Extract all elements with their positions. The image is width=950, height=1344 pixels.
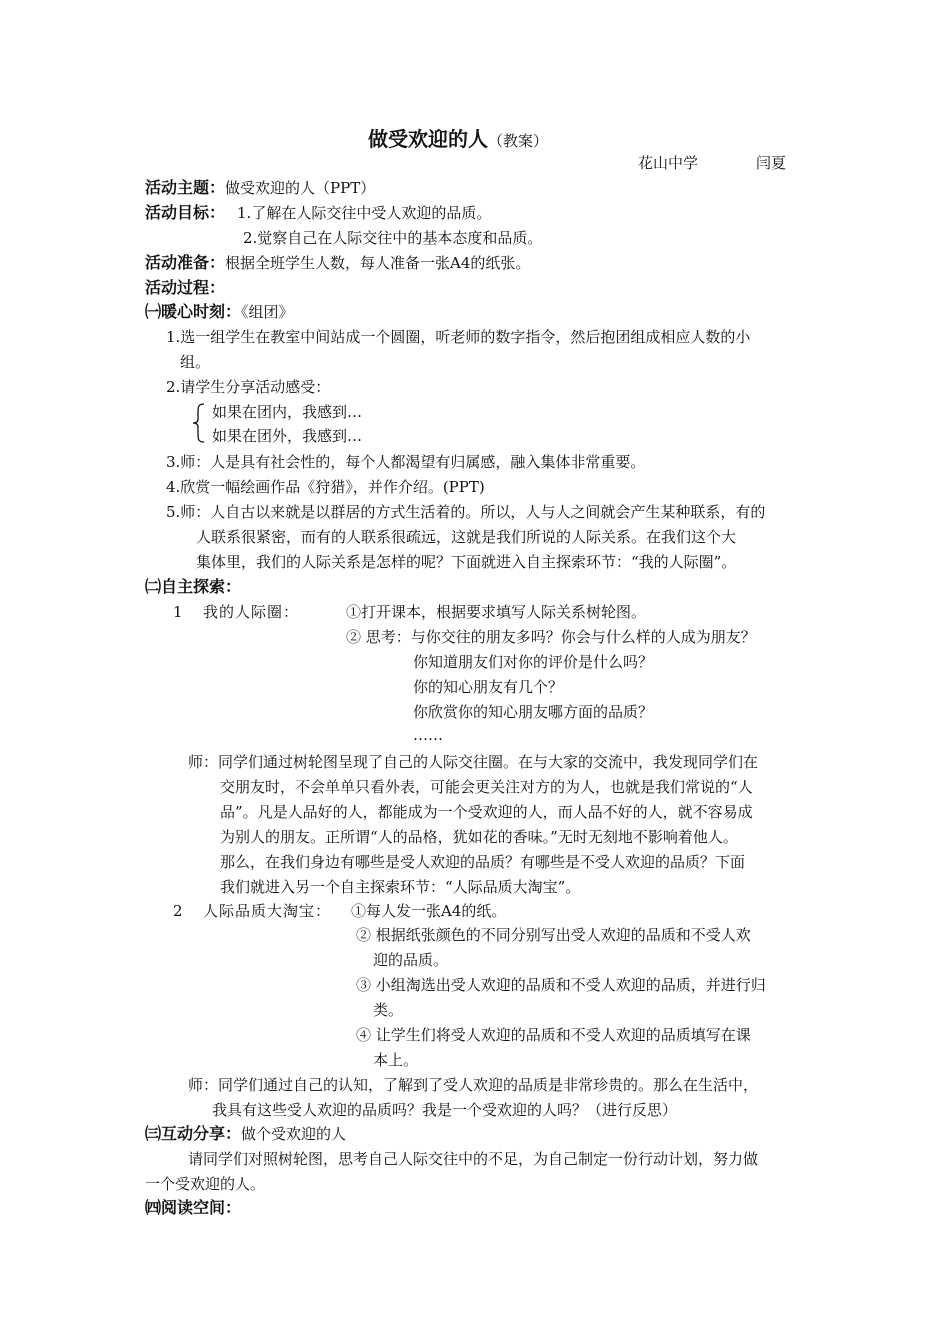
s1-item-4: 4.欣赏一幅绘画作品《狩猎》，并作介绍。(PPT) (166, 478, 485, 496)
prep-value: 根据全班学生人数，每人准备一张A4的纸张。 (225, 254, 531, 272)
prep-row (145, 253, 530, 273)
s2-part-1-number: 1 (173, 603, 183, 621)
s2-teacher-1c: 品”。凡是人品好的人，都能成为一个受欢迎的人，而人品不好的人，就不容易成 (220, 803, 753, 821)
s1-item-2-option-1: 如果在团内，我感到… (212, 403, 363, 421)
s2-part-1-step-2: ② 思考：与你交往的朋友多吗？你会与什么样的人成为朋友？ (346, 628, 756, 646)
s1-item-5a: 5.师：人自古以来就是以群居的方式生活着的。所以，人与人之间就会产生某种联系，有的 (166, 503, 766, 521)
s1-item-2: 2.请学生分享活动感受： (166, 378, 331, 396)
s1-item-3: 3.师：人是具有社会性的，每个人都渴望有归属感，融入集体非常重要。 (166, 453, 646, 471)
section-4-heading: ㈣阅读空间： (145, 1198, 242, 1217)
s1-item-2-option-2: 如果在团外，我感到… (212, 427, 363, 445)
s2-part-2-number: 2 (173, 902, 183, 920)
section-2-heading: ㈡自主探索： (145, 577, 242, 596)
s2-part-2-step-4b: 本上。 (373, 1051, 419, 1069)
s2-teacher-2b: 我具有这些受人欢迎的品质吗？我是一个受欢迎的人吗？（进行反思） (212, 1101, 678, 1119)
s1-item-5c: 集体里，我们的人际关系是怎样的呢？下面就进入自主探索环节：“我的人际圈”。 (196, 553, 737, 571)
s2-part-1-question-4: 你欣赏你的知心朋友哪方面的品质？ (413, 703, 654, 721)
s3-paragraph-b: 一个受欢迎的人。 (145, 1175, 266, 1193)
left-brace-icon (192, 403, 206, 443)
goals-label: 活动目标： (145, 203, 226, 222)
section-1-activity: 《组团》 (241, 303, 294, 321)
document-title (368, 126, 548, 154)
title-sub: （教案） (488, 132, 549, 150)
title-main: 做受欢迎的人 (368, 127, 488, 151)
s2-teacher-1a: 师：同学们通过树轮图呈现了自己的人际交往圈。在与大家的交流中，我发现同学们在 (188, 753, 759, 771)
s2-part-2-step-2b: 迎的品质。 (373, 951, 449, 969)
s2-part-2-title: 人际品质大淘宝： (203, 902, 332, 920)
section-3-value: 做个受欢迎的人 (241, 1125, 347, 1143)
section-3-heading: ㈢互动分享： (145, 1124, 242, 1143)
s2-teacher-1e: 那么，在我们身边有哪些是受人欢迎的品质？有哪些是不受人欢迎的品质？下面 (220, 853, 746, 871)
s2-part-2-step-3a: ③ 小组淘选出受人欢迎的品质和不受人欢迎的品质，并进行归 (356, 976, 766, 994)
goal-item-1: 1.了解在人际交往中受人欢迎的品质。 (237, 204, 492, 222)
s2-part-1-step-1: ①打开课本，根据要求填写人际关系树轮图。 (346, 603, 647, 621)
process-label: 活动过程： (145, 278, 226, 297)
s2-teacher-1b: 交朋友时，不会单单只看外表，可能会更关注对方的为人，也就是我们常说的“人 (220, 778, 753, 796)
topic-row (145, 178, 375, 198)
s2-teacher-1d: 为别人的朋友。正所谓“人的品格，犹如花的香味。”无时无刻地不影响着他人。 (220, 828, 738, 846)
s2-part-2-step-1: ①每人发一张A4的纸。 (351, 902, 507, 920)
s2-part-2-step-3b: 类。 (373, 1001, 404, 1019)
s1-item-1a: 1.选一组学生在教室中间站成一个圆圈，听老师的数字指令，然后抱团组成相应人数的小 (166, 328, 751, 346)
s2-part-1-title: 我的人际圈： (203, 603, 300, 621)
s2-part-1-question-3: 你的知心朋友有几个？ (413, 678, 564, 696)
s1-item-5b: 人联系很紧密，而有的人联系很疏远，这就是我们所说的人际关系。在我们这个大 (196, 528, 737, 546)
s2-teacher-1f: 我们就进入另一个自主探索环节：“人际品质大淘宝”。 (220, 878, 581, 896)
s2-part-2-step-4a: ④ 让学生们将受人欢迎的品质和不受人欢迎的品质填写在课 (356, 1026, 751, 1044)
author-school: 花山中学 (638, 154, 699, 172)
goal-item-2: 2.觉察自己在人际交往中的基本态度和品质。 (243, 229, 543, 247)
s2-teacher-2a: 师：同学们通过自己的认知，了解到了受人欢迎的品质是非常珍贵的。那么在生活中， (188, 1076, 759, 1094)
s2-part-1-question-2: 你知道朋友们对你的评价是什么吗？ (413, 653, 654, 671)
s3-paragraph-a: 请同学们对照树轮图，思考自己人际交往中的不足，为自己制定一份行动计划，努力做 (188, 1150, 759, 1168)
section-1-heading-row (145, 302, 294, 322)
author-name: 闫夏 (756, 154, 787, 172)
topic-value: 做受欢迎的人（PPT） (225, 179, 376, 197)
s2-part-1-ellipsis: …… (413, 726, 443, 744)
section-3-heading-row (145, 1124, 346, 1144)
goals-row (145, 203, 491, 223)
topic-label: 活动主题： (145, 178, 226, 197)
prep-label: 活动准备： (145, 253, 226, 272)
section-1-heading: ㈠暖心时刻： (145, 302, 242, 321)
s2-part-2-step-2a: ② 根据纸张颜色的不同分别写出受人欢迎的品质和不受人欢 (356, 926, 751, 944)
s1-item-1b: 组。 (180, 353, 211, 371)
